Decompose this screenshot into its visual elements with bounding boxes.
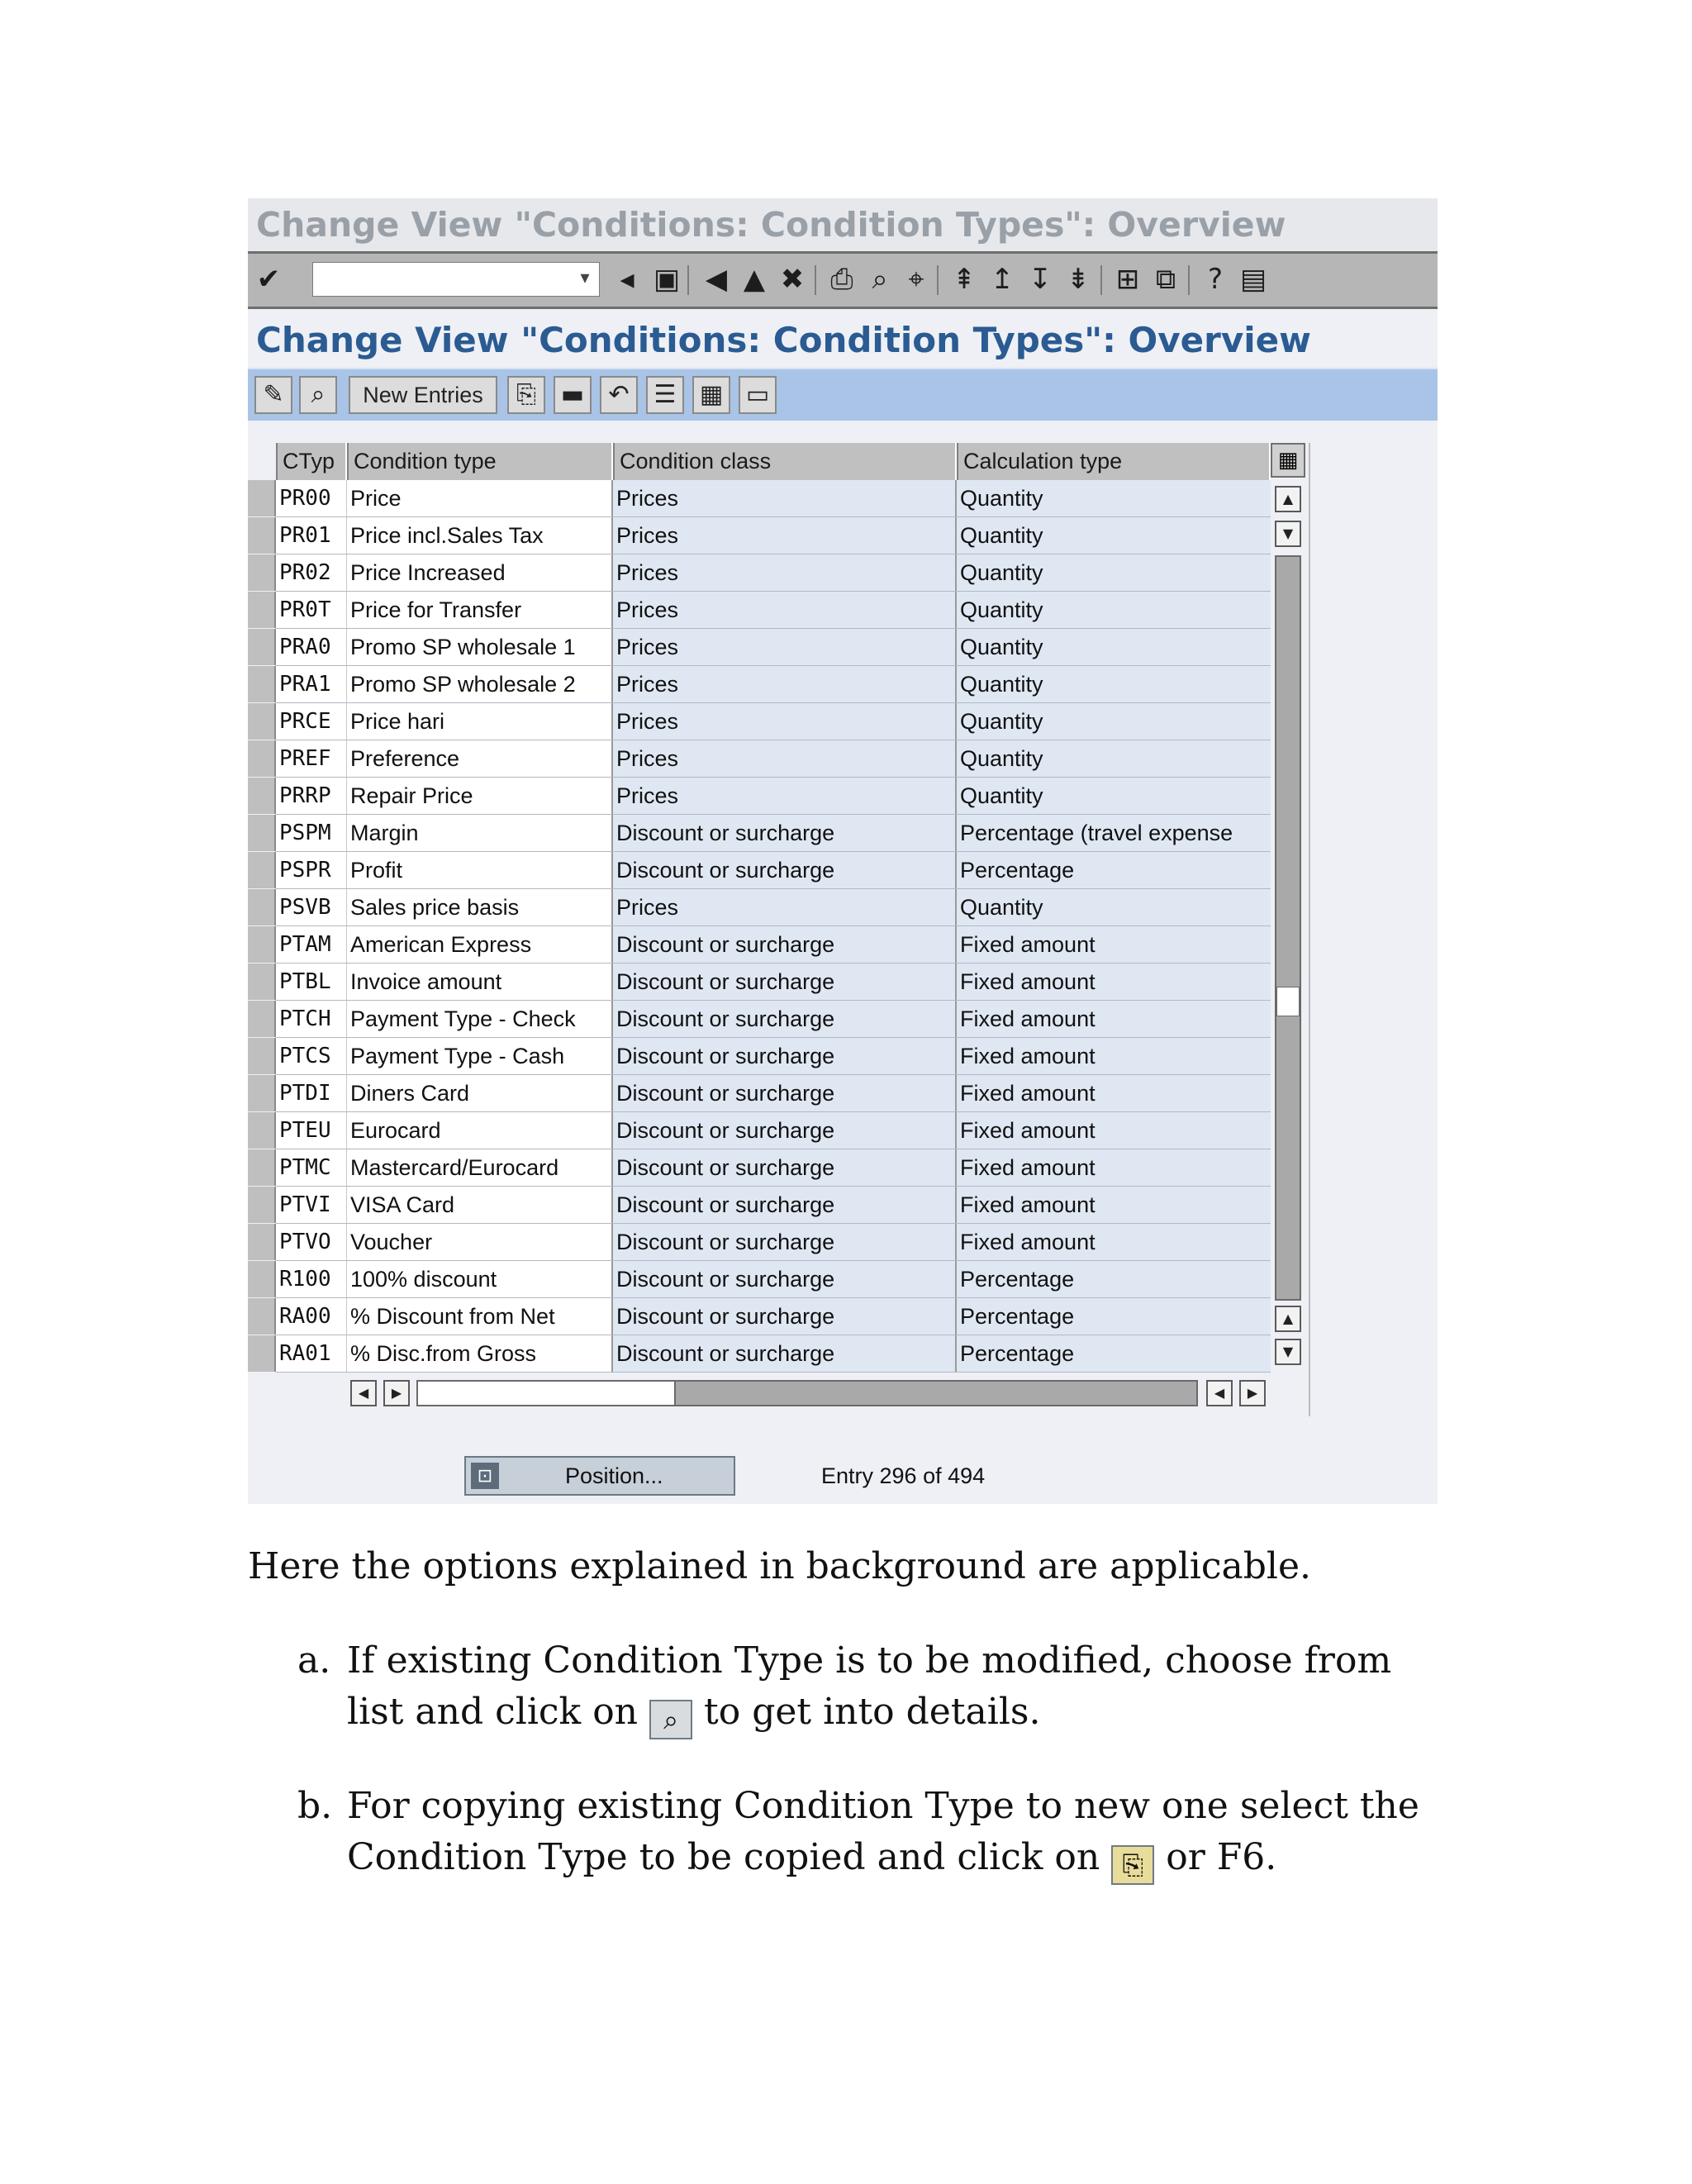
table-row[interactable] — [248, 740, 1271, 778]
toolbar-separator — [1188, 265, 1190, 295]
cell-condition-type[interactable]: Invoice amount — [347, 964, 613, 1000]
cell-condition-type[interactable]: % Discount from Net — [347, 1298, 613, 1335]
cell-calculation-type[interactable]: Fixed amount — [957, 1224, 1271, 1260]
cell-calculation-type[interactable]: Fixed amount — [957, 1112, 1271, 1149]
table-row[interactable] — [248, 1149, 1271, 1187]
cell-condition-class[interactable]: Prices — [613, 703, 957, 740]
cell-condition-class[interactable]: Discount or surcharge — [613, 1075, 957, 1111]
save-icon[interactable]: ▣ — [653, 263, 681, 296]
cell-calculation-type[interactable]: Fixed amount — [957, 926, 1271, 963]
row-divider — [276, 1372, 1271, 1373]
cell-condition-type[interactable]: American Express — [347, 926, 613, 963]
cell-ctyp[interactable]: PTAM — [276, 926, 347, 963]
cell-ctyp[interactable]: RA01 — [276, 1335, 347, 1372]
col-header-calculation-type[interactable]: Calculation type — [957, 443, 1271, 480]
sap-screenshot — [248, 198, 1438, 1504]
row-selector[interactable] — [248, 1261, 276, 1297]
new-entries-button[interactable]: New Entries — [349, 376, 497, 414]
cell-condition-class[interactable]: Discount or surcharge — [613, 1001, 957, 1037]
nav-back-icon[interactable]: ◀ — [705, 263, 728, 296]
table-row[interactable] — [248, 1335, 1271, 1373]
item-b-line2-tail: or F6. — [1166, 1836, 1277, 1878]
table-row[interactable] — [248, 703, 1271, 740]
table-row[interactable] — [248, 666, 1271, 703]
cell-ctyp[interactable]: PTBL — [276, 964, 347, 1000]
position-button[interactable] — [464, 1456, 735, 1496]
cell-condition-class[interactable]: Prices — [613, 629, 957, 665]
details-icon[interactable]: ⌕ — [299, 376, 337, 414]
undo-icon[interactable]: ↶ — [600, 376, 638, 414]
table-row[interactable] — [248, 1038, 1271, 1075]
print-icon[interactable]: ⎙ — [830, 263, 853, 296]
cell-condition-class[interactable]: Discount or surcharge — [613, 852, 957, 888]
vertical-scroll-thumb[interactable] — [1276, 987, 1300, 1016]
row-selector[interactable] — [248, 629, 276, 665]
cell-calculation-type[interactable]: Fixed amount — [957, 1001, 1271, 1037]
col-header-ctyp[interactable]: CTyp — [276, 443, 347, 480]
scroll-far-right-icon[interactable]: ▶ — [1239, 1380, 1266, 1406]
row-selector[interactable] — [248, 1298, 276, 1335]
cell-condition-class[interactable]: Discount or surcharge — [613, 1298, 957, 1335]
cell-condition-class[interactable]: Prices — [613, 592, 957, 628]
item-a-line1: If existing Condition Type is to be modified, choose from — [347, 1639, 1392, 1682]
cell-condition-type[interactable]: Diners Card — [347, 1075, 613, 1111]
row-selector[interactable] — [248, 592, 276, 628]
row-selector[interactable] — [248, 666, 276, 702]
cell-condition-class[interactable]: Prices — [613, 666, 957, 702]
row-selector[interactable] — [248, 1149, 276, 1186]
cell-condition-type[interactable]: Price for Transfer — [347, 592, 613, 628]
copy-as-icon[interactable]: ⎘ — [507, 376, 545, 414]
table-row[interactable] — [248, 926, 1271, 964]
table-row[interactable] — [248, 1112, 1271, 1149]
cell-condition-class[interactable]: Discount or surcharge — [613, 1224, 957, 1260]
position-icon: ⊡ — [471, 1463, 499, 1489]
standard-toolbar — [248, 251, 1438, 309]
cell-condition-type[interactable]: 100% discount — [347, 1261, 613, 1297]
cell-ctyp[interactable]: PSPM — [276, 815, 347, 851]
row-selector[interactable] — [248, 778, 276, 814]
entry-counter: Entry 296 of 494 — [821, 1463, 986, 1488]
cell-calculation-type[interactable]: Quantity — [957, 629, 1271, 665]
find-icon[interactable]: ⌕ — [872, 263, 888, 296]
find-next-icon[interactable]: ⌖ — [908, 263, 924, 296]
table-row[interactable] — [248, 1261, 1271, 1298]
cell-condition-type[interactable]: Repair Price — [347, 778, 613, 814]
cell-calculation-type[interactable]: Fixed amount — [957, 1149, 1271, 1186]
scroll-left-icon[interactable]: ◀ — [350, 1380, 377, 1406]
screen-title: Change View "Conditions: Condition Types": Overview — [256, 320, 1311, 360]
cell-condition-class[interactable]: Discount or surcharge — [613, 1038, 957, 1074]
condition-types-table — [248, 443, 1310, 1416]
row-selector[interactable] — [248, 926, 276, 963]
cell-condition-class[interactable]: Prices — [613, 554, 957, 591]
table-row[interactable] — [248, 554, 1271, 592]
cell-calculation-type[interactable]: Percentage (travel expense — [957, 815, 1271, 851]
cell-ctyp[interactable]: PTMC — [276, 1149, 347, 1186]
cell-calculation-type[interactable]: Quantity — [957, 592, 1271, 628]
cell-condition-type[interactable]: Price Increased — [347, 554, 613, 591]
cell-calculation-type[interactable]: Quantity — [957, 517, 1271, 554]
cell-ctyp[interactable]: RA00 — [276, 1298, 347, 1335]
horizontal-scroll-track[interactable] — [416, 1380, 1198, 1406]
item-a-line2-text: list and click on — [347, 1691, 639, 1733]
cell-condition-type[interactable]: Voucher — [347, 1224, 613, 1260]
back-icon[interactable]: ◂ — [620, 263, 634, 296]
horizontal-scroll-thumb[interactable] — [418, 1382, 676, 1405]
window-title: Change View "Conditions: Condition Types": Overview — [248, 198, 1438, 251]
cell-ctyp[interactable]: PRCE — [276, 703, 347, 740]
cell-calculation-type[interactable]: Quantity — [957, 480, 1271, 516]
cell-ctyp[interactable]: PTVI — [276, 1187, 347, 1223]
row-selector[interactable] — [248, 964, 276, 1000]
table-row[interactable] — [248, 815, 1271, 852]
cell-ctyp[interactable]: PRRP — [276, 778, 347, 814]
layout-icon[interactable]: ▤ — [1239, 263, 1267, 296]
table-row[interactable] — [248, 480, 1271, 517]
cell-condition-class[interactable]: Discount or surcharge — [613, 1187, 957, 1223]
row-selector[interactable] — [248, 1187, 276, 1223]
cell-condition-type[interactable]: Mastercard/Eurocard — [347, 1149, 613, 1186]
col-header-condition-class[interactable]: Condition class — [613, 443, 957, 480]
select-all-icon[interactable]: ☰ — [646, 376, 684, 414]
details-icon: ⌕ — [649, 1700, 692, 1739]
cell-ctyp[interactable]: PTCH — [276, 1001, 347, 1037]
table-row[interactable] — [248, 1075, 1271, 1112]
item-b-line2 — [347, 1836, 1276, 1885]
row-selector[interactable] — [248, 1038, 276, 1074]
row-selector[interactable] — [248, 1335, 276, 1372]
cell-condition-class[interactable]: Discount or surcharge — [613, 964, 957, 1000]
cell-ctyp[interactable]: PSPR — [276, 852, 347, 888]
row-selector[interactable] — [248, 517, 276, 554]
cell-condition-type[interactable]: Payment Type - Check — [347, 1001, 613, 1037]
cell-condition-class[interactable]: Discount or surcharge — [613, 1149, 957, 1186]
first-page-icon[interactable]: ⇞ — [952, 263, 977, 296]
row-selector[interactable] — [248, 1112, 276, 1149]
cell-condition-type[interactable]: Margin — [347, 815, 613, 851]
table-row[interactable] — [248, 1001, 1271, 1038]
application-toolbar — [248, 368, 1438, 421]
item-a-line2 — [347, 1691, 1040, 1739]
toolbar-separator — [1100, 265, 1102, 295]
cell-condition-class[interactable]: Discount or surcharge — [613, 1112, 957, 1149]
cell-ctyp[interactable]: PR00 — [276, 480, 347, 516]
row-selector[interactable] — [248, 852, 276, 888]
cell-condition-type[interactable]: % Disc.from Gross — [347, 1335, 613, 1372]
row-selector[interactable] — [248, 1001, 276, 1037]
cell-condition-class[interactable]: Prices — [613, 517, 957, 554]
cell-condition-class[interactable]: Discount or surcharge — [613, 1261, 957, 1297]
row-selector[interactable] — [248, 554, 276, 591]
cell-calculation-type[interactable]: Quantity — [957, 889, 1271, 925]
cell-ctyp[interactable]: PSVB — [276, 889, 347, 925]
cell-condition-class[interactable]: Prices — [613, 778, 957, 814]
table-row[interactable] — [248, 889, 1271, 926]
table-row[interactable] — [248, 1298, 1271, 1335]
horizontal-scrollbar[interactable] — [347, 1380, 1272, 1410]
cell-ctyp[interactable]: R100 — [276, 1261, 347, 1297]
help-icon[interactable]: ? — [1207, 263, 1224, 296]
row-selector[interactable] — [248, 889, 276, 925]
table-row[interactable] — [248, 1187, 1271, 1224]
table-row[interactable] — [248, 629, 1271, 666]
cell-condition-type[interactable]: Preference — [347, 740, 613, 777]
cell-condition-type[interactable]: Promo SP wholesale 1 — [347, 629, 613, 665]
cell-condition-type[interactable]: Price hari — [347, 703, 613, 740]
scroll-far-left-icon[interactable]: ◀ — [1206, 1380, 1233, 1406]
cell-calculation-type[interactable]: Quantity — [957, 554, 1271, 591]
scroll-page-up-icon[interactable]: ▲ — [1275, 486, 1301, 512]
vertical-scrollbar[interactable] — [1272, 479, 1304, 1365]
cell-calculation-type[interactable]: Quantity — [957, 666, 1271, 702]
cell-calculation-type[interactable]: Percentage — [957, 1261, 1271, 1297]
scroll-up-icon[interactable]: ▼ — [1275, 521, 1301, 547]
item-b-line2-text: Condition Type to be copied and click on — [347, 1836, 1100, 1878]
col-header-condition-type[interactable]: Condition type — [347, 443, 613, 480]
cell-calculation-type[interactable]: Percentage — [957, 852, 1271, 888]
cell-condition-class[interactable]: Discount or surcharge — [613, 815, 957, 851]
cell-calculation-type[interactable]: Fixed amount — [957, 1038, 1271, 1074]
deselect-all-icon[interactable]: ▭ — [739, 376, 777, 414]
cell-condition-type[interactable]: Price incl.Sales Tax — [347, 517, 613, 554]
doc-paragraph: Here the options explained in background are applicable. — [248, 1545, 1311, 1587]
cell-condition-type[interactable]: Price — [347, 480, 613, 516]
scroll-right-icon[interactable]: ▶ — [383, 1380, 410, 1406]
cell-calculation-type[interactable]: Fixed amount — [957, 964, 1271, 1000]
prev-page-icon[interactable]: ↥ — [990, 263, 1015, 296]
scroll-page-down-icon[interactable]: ▼ — [1275, 1339, 1301, 1365]
cell-ctyp[interactable]: PRA0 — [276, 629, 347, 665]
confirm-icon[interactable]: ✔ — [256, 263, 281, 296]
cell-ctyp[interactable]: PR0T — [276, 592, 347, 628]
row-selector[interactable] — [248, 703, 276, 740]
cell-condition-class[interactable]: Discount or surcharge — [613, 1335, 957, 1372]
cell-ctyp[interactable]: PR01 — [276, 517, 347, 554]
cell-calculation-type[interactable]: Fixed amount — [957, 1075, 1271, 1111]
vertical-scroll-track[interactable] — [1275, 555, 1301, 1301]
cell-condition-type[interactable]: Profit — [347, 852, 613, 888]
row-selector[interactable] — [248, 1075, 276, 1111]
position-label: Position... — [565, 1463, 663, 1488]
table-row[interactable] — [248, 592, 1271, 629]
row-selector[interactable] — [248, 740, 276, 777]
cell-condition-class[interactable]: Prices — [613, 889, 957, 925]
cell-calculation-type[interactable]: Fixed amount — [957, 1187, 1271, 1223]
cancel-icon[interactable]: ✖ — [780, 263, 805, 296]
column-settings-icon[interactable]: ▦ — [1271, 443, 1305, 478]
select-block-icon[interactable]: ▦ — [692, 376, 730, 414]
cell-condition-type[interactable]: Eurocard — [347, 1112, 613, 1149]
item-a-line2-tail: to get into details. — [704, 1691, 1041, 1733]
cell-calculation-type[interactable]: Quantity — [957, 740, 1271, 777]
cell-calculation-type[interactable]: Percentage — [957, 1335, 1271, 1372]
toolbar-separator — [937, 265, 939, 295]
next-page-icon[interactable]: ↧ — [1028, 263, 1053, 296]
cell-ctyp[interactable]: PTCS — [276, 1038, 347, 1074]
cell-ctyp[interactable]: PTVO — [276, 1224, 347, 1260]
item-b-line1: For copying existing Condition Type to new one select the — [347, 1785, 1419, 1827]
history-dropdown-icon[interactable]: ▾ — [580, 268, 590, 288]
row-selector[interactable] — [248, 815, 276, 851]
row-selector[interactable] — [248, 1224, 276, 1260]
create-session-icon[interactable]: ⊞ — [1115, 263, 1140, 296]
delete-icon[interactable]: ▬ — [554, 376, 592, 414]
scroll-down-icon[interactable]: ▲ — [1275, 1306, 1301, 1332]
cell-ctyp[interactable]: PR02 — [276, 554, 347, 591]
cell-ctyp[interactable]: PREF — [276, 740, 347, 777]
toolbar-separator — [687, 265, 689, 295]
cell-condition-class[interactable]: Prices — [613, 480, 957, 516]
table-row[interactable] — [248, 517, 1271, 554]
item-a-marker: a. — [297, 1639, 331, 1682]
cell-calculation-type[interactable]: Quantity — [957, 778, 1271, 814]
table-row[interactable] — [248, 778, 1271, 815]
copy-as-icon: ⎘ — [1111, 1845, 1154, 1885]
table-row[interactable] — [248, 1224, 1271, 1261]
cell-calculation-type[interactable]: Quantity — [957, 703, 1271, 740]
cell-condition-type[interactable]: Promo SP wholesale 2 — [347, 666, 613, 702]
cell-ctyp[interactable]: PTEU — [276, 1112, 347, 1149]
cell-condition-class[interactable]: Prices — [613, 740, 957, 777]
item-b-marker: b. — [297, 1785, 333, 1827]
change-display-icon[interactable]: ✎ — [254, 376, 292, 414]
exit-icon[interactable]: ▲ — [743, 263, 766, 296]
command-field[interactable] — [312, 262, 600, 297]
cell-ctyp[interactable]: PTDI — [276, 1075, 347, 1111]
cell-calculation-type[interactable]: Percentage — [957, 1298, 1271, 1335]
cell-condition-class[interactable]: Discount or surcharge — [613, 926, 957, 963]
table-header — [248, 443, 1310, 480]
cell-condition-type[interactable]: Payment Type - Cash — [347, 1038, 613, 1074]
cell-condition-type[interactable]: VISA Card — [347, 1187, 613, 1223]
row-selector[interactable] — [248, 480, 276, 516]
toolbar-separator — [815, 265, 816, 295]
table-row[interactable] — [248, 964, 1271, 1001]
shortcut-icon[interactable]: ⧉ — [1155, 263, 1176, 296]
last-page-icon[interactable]: ⇟ — [1066, 263, 1091, 296]
table-row[interactable] — [248, 852, 1271, 889]
cell-ctyp[interactable]: PRA1 — [276, 666, 347, 702]
cell-condition-type[interactable]: Sales price basis — [347, 889, 613, 925]
